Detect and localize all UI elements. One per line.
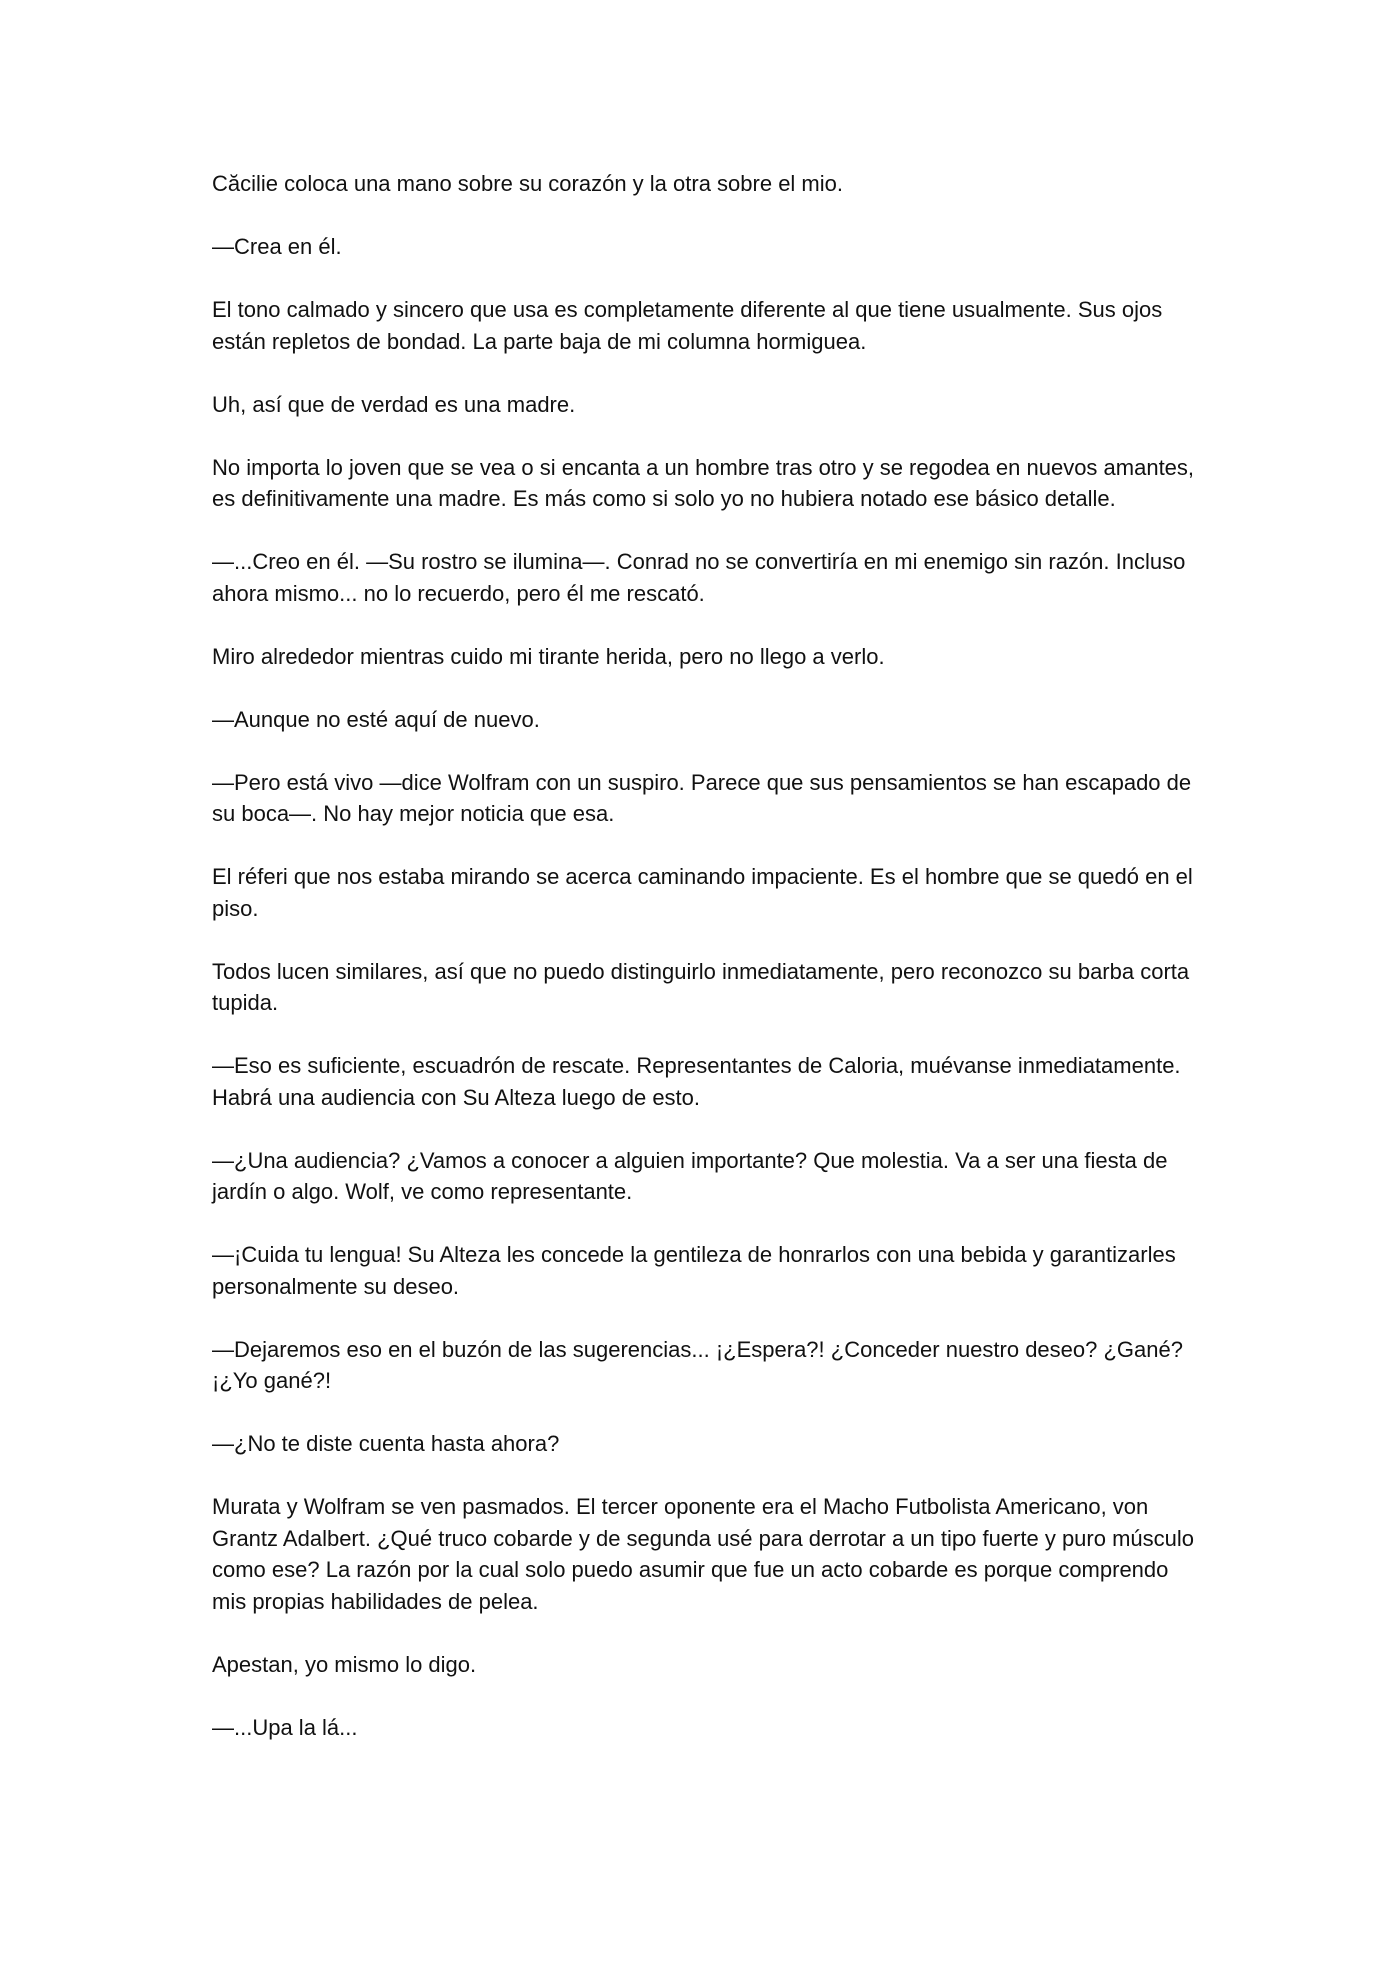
paragraph: —Aunque no esté aquí de nuevo.	[212, 706, 540, 732]
paragraph: Miro alrededor mientras cuido mi tirante herida, pero no llego a verlo.	[212, 643, 885, 669]
paragraph: —¿Una audiencia? ¿Vamos a conocer a alguien importante? Que molestia. Va a ser una fiesta de jardín o algo. Wolf, ve como representante.	[212, 1147, 1168, 1204]
paragraph: —Pero está vivo —dice Wolfram con un suspiro. Parece que sus pensamientos se han escapado de su boca—. No hay mejor noticia que esa.	[212, 769, 1192, 826]
paragraph: —Crea en él.	[212, 234, 342, 259]
paragraph: —...Creo en él. —Su rostro se ilumina—. Conrad no se convertiría en mi enemigo sin razón. Incluso ahora mismo... no lo recuerdo, pero él me rescató.	[212, 549, 1186, 606]
paragraph: El réferi que nos estaba mirando se acerca caminando impaciente. Es el hombre que se quedó en el piso.	[212, 864, 1193, 921]
paragraph: Căcilie coloca una mano sobre su corazón y la otra sobre el mio.	[212, 171, 843, 196]
paragraph: Todos lucen similares, así que no puedo distinguirlo inmediatamente, pero reconozco su barba corta tupida.	[212, 958, 1190, 1015]
paragraph: —¿No te diste cuenta hasta ahora?	[212, 1431, 560, 1456]
paragraph: —¡Cuida tu lengua! Su Alteza les concede la gentileza de honrarlos con una bebida y garantizarles personalmente su deseo.	[212, 1242, 1176, 1299]
paragraph: Murata y Wolfram se ven pasmados. El tercer oponente era el Macho Futbolista Americano, von Grantz Adalbert. ¿Qué truco cobarde y de segunda usé para derrotar a un tipo fuerte y puro músculo como ese? La razón por la cual solo puedo asumir que fue un acto cobarde es porque comprendo mis propias habilidades de pelea.	[212, 1494, 1195, 1614]
paragraph: No importa lo joven que se vea o si encanta a un hombre tras otro y se regodea en nuevos amantes, es definitivamente una madre. Es más como si solo yo no hubiera notado ese básico detalle.	[212, 454, 1195, 511]
text-body	[212, 168, 1202, 1775]
paragraph: —Dejaremos eso en el buzón de las sugerencias... ¡¿Espera?! ¿Conceder nuestro deseo? ¿Gané? ¡¿Yo gané?!	[212, 1336, 1183, 1393]
paragraph: —...Upa la lá...	[212, 1714, 358, 1740]
paragraph: El tono calmado y sincero que usa es completamente diferente al que tiene usualmente. Sus ojos están repletos de bondad. La parte baja de mi columna hormiguea.	[212, 297, 1163, 354]
paragraph: —Eso es suficiente, escuadrón de rescate. Representantes de Caloria, muévanse inmediatamente. Habrá una audiencia con Su Alteza luego de esto.	[212, 1053, 1181, 1110]
paragraph: Apestan, yo mismo lo digo.	[212, 1651, 477, 1677]
paragraph: Uh, así que de verdad es una madre.	[212, 391, 576, 417]
